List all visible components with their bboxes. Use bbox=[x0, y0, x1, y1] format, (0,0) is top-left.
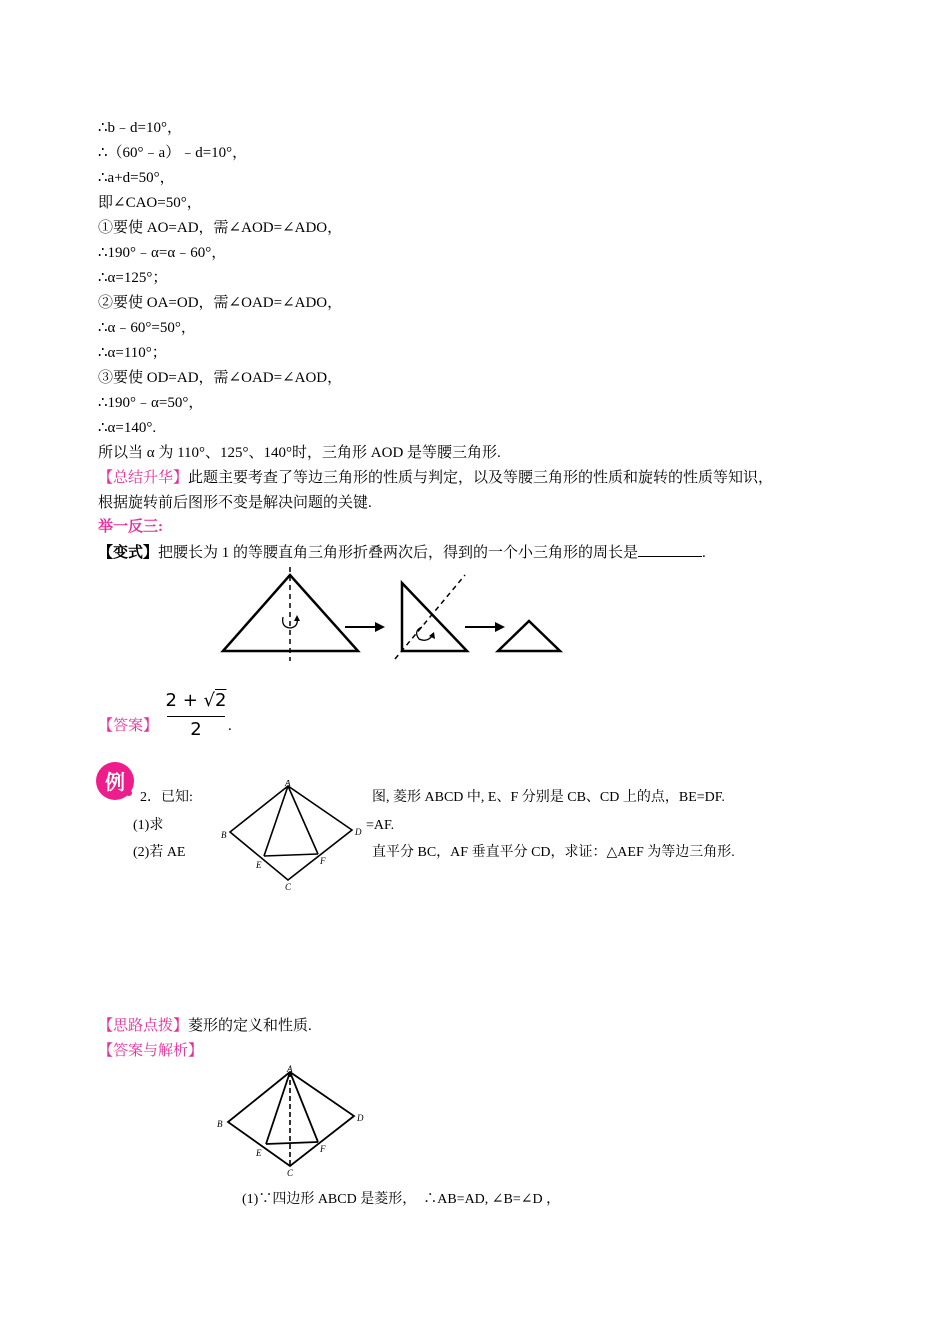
answer-end: . bbox=[228, 718, 232, 734]
root-radicand: 2 bbox=[215, 690, 227, 711]
label-e: E bbox=[256, 860, 262, 870]
example-badge-text: 例 bbox=[105, 770, 125, 794]
solution-line: ∴（60°﹣a）﹣d=10°， bbox=[98, 145, 248, 161]
example-line-2a: (1)求 bbox=[133, 818, 164, 833]
small-triangle bbox=[498, 621, 560, 651]
variant-tag: 【变式】 bbox=[98, 545, 159, 561]
solution-line: ∴α=140°. bbox=[98, 420, 157, 436]
proof-line: (1)∵四边形 ABCD 是菱形， ∴AB=AD, ∠B=∠D ， bbox=[242, 1192, 561, 1207]
solution-line: ∴190°﹣α=50°， bbox=[98, 395, 204, 411]
rhombus-diagram-1 bbox=[216, 780, 366, 890]
arrow-tip-2 bbox=[495, 622, 505, 632]
summary-text-1: 此题主要考查了等边三角形的性质与判定，以及等腰三角形的性质和旋转的性质等知识， bbox=[188, 470, 774, 486]
summary-text-2: 根据旋转前后图形不变是解决问题的关键. bbox=[98, 495, 372, 511]
label-a: A bbox=[287, 1064, 293, 1074]
middle-triangle bbox=[402, 583, 467, 651]
root-sign: √ bbox=[203, 690, 215, 711]
solution-line: ∴b﹣d=10°， bbox=[98, 120, 183, 136]
example-line-2b: =AF. bbox=[366, 818, 395, 833]
example-line-3b: 直平分 BC，AF 垂直平分 CD，求证：△AEF 为等边三角形. bbox=[372, 845, 735, 860]
solution-line: ③要使 OD=AD，需∠OAD=∠AOD， bbox=[98, 370, 343, 386]
label-f: F bbox=[320, 1144, 326, 1154]
example-line-1a: 2．已知: bbox=[140, 790, 193, 805]
fraction-denominator: 2 bbox=[190, 719, 202, 740]
solution-line: ∴a+d=50°， bbox=[98, 170, 175, 186]
solution-line: ②要使 OA=OD，需∠OAD=∠ADO， bbox=[98, 295, 343, 311]
segment-ef bbox=[264, 854, 318, 856]
solution-line: ∴α=110°； bbox=[98, 345, 167, 361]
variant-question bbox=[98, 542, 706, 563]
arrow-head-1 bbox=[294, 615, 300, 621]
badge-dot bbox=[126, 790, 132, 796]
label-a: A bbox=[285, 780, 291, 788]
solution-line: 所以当 α 为 110°、125°、140°时，三角形 AOD 是等腰三角形. bbox=[98, 445, 501, 461]
label-f: F bbox=[320, 856, 326, 866]
label-e: E bbox=[256, 1148, 262, 1158]
solution-line: 即∠CAO=50°， bbox=[98, 195, 202, 211]
answer-fraction bbox=[165, 690, 227, 742]
variant-heading: 举一反三: bbox=[98, 519, 163, 535]
summary-tag: 【总结升华】 bbox=[98, 470, 189, 486]
hint-line bbox=[98, 1016, 312, 1036]
numerator-integer: 2 + bbox=[165, 690, 204, 711]
hint-text: 菱形的定义和性质. bbox=[188, 1018, 312, 1034]
solution-line: ①要使 AO=AD，需∠AOD=∠ADO， bbox=[98, 220, 343, 236]
label-c: C bbox=[285, 882, 292, 890]
solution-line: ∴α﹣60°=50°， bbox=[98, 320, 196, 336]
analysis-tag: 【答案与解析】 bbox=[98, 1043, 204, 1059]
solution-line: ∴α=125°； bbox=[98, 270, 168, 286]
fraction-bar bbox=[167, 716, 225, 717]
example-line-1b: 图, 菱形 ABCD 中, E、F 分别是 CB、CD 上的点，BE=DF. bbox=[372, 790, 725, 805]
folding-figure bbox=[215, 565, 575, 665]
rotate-arrow-2 bbox=[417, 627, 433, 640]
segment-ef bbox=[266, 1142, 318, 1144]
solution-line: ∴190°﹣α=α﹣60°， bbox=[98, 245, 227, 261]
summary-line-1 bbox=[98, 468, 773, 488]
rhombus-abcd bbox=[230, 786, 352, 880]
answer-blank bbox=[638, 542, 702, 557]
arrow-tip-1 bbox=[375, 622, 385, 632]
label-b: B bbox=[217, 1119, 223, 1129]
label-d: D bbox=[357, 1113, 364, 1123]
variant-end: . bbox=[702, 545, 706, 561]
label-c: C bbox=[287, 1168, 294, 1176]
rhombus-diagram-2 bbox=[212, 1064, 372, 1176]
hint-tag: 【思路点拨】 bbox=[98, 1018, 189, 1034]
example-line-3a: (2)若 AE bbox=[133, 845, 186, 860]
label-d: D bbox=[355, 827, 362, 837]
fraction-numerator bbox=[165, 690, 227, 711]
answer-tag: 【答案】 bbox=[98, 718, 159, 734]
variant-text: 把腰长为 1 的等腰直角三角形折叠两次后，得到的一个小三角形的周长是 bbox=[158, 545, 639, 561]
rhombus-abcd bbox=[228, 1072, 354, 1166]
label-b: B bbox=[221, 830, 227, 840]
